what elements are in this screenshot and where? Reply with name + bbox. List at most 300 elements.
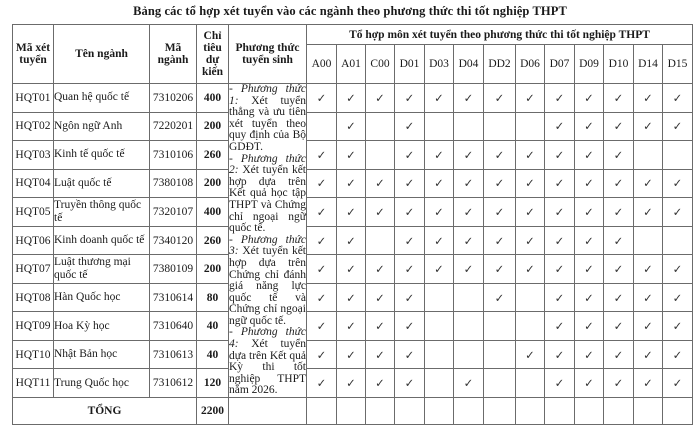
method-pt2-body: Xét tuyển kết hợp dựa trên Kết quả học tập THPT và Chứng chỉ ngoại ngữ quốc tế.: [229, 164, 306, 235]
checkmark-icon: ✓: [584, 206, 594, 219]
checkmark-icon: ✓: [434, 178, 444, 191]
check-cell-a01: [337, 340, 366, 369]
check-cell-dd2: [484, 226, 516, 255]
checkmark-icon: ✓: [404, 206, 415, 219]
quota: 200: [197, 255, 229, 284]
checkmark-icon: ✓: [463, 235, 474, 248]
major-name: Luật quốc tế: [54, 169, 150, 198]
checkmark-icon: ✓: [554, 292, 565, 305]
check-cell-dd2: [484, 198, 516, 227]
check-cell-d14: [634, 283, 663, 312]
checkmark-icon: ✓: [525, 349, 535, 362]
check-cell-d06: [516, 369, 545, 398]
checkmark-icon: ✓: [584, 292, 594, 305]
checkmark-icon: ✓: [672, 178, 683, 191]
checkmark-icon: ✓: [672, 206, 683, 219]
header-subject-d06: D06: [516, 45, 545, 84]
checkmark-icon: ✓: [404, 378, 415, 391]
check-cell-d01: [395, 226, 425, 255]
check-cell-d06: [516, 112, 545, 141]
checkmark-icon: ✓: [346, 264, 356, 277]
checkmark-icon: ✓: [613, 264, 624, 277]
empty-cell: [337, 398, 366, 425]
check-cell-d15: [663, 112, 693, 141]
checkmark-icon: ✓: [672, 321, 683, 334]
empty-cell: [395, 398, 425, 425]
check-cell-a00: [307, 141, 337, 170]
header-subject-d10: D10: [604, 45, 634, 84]
check-cell-d01: [395, 198, 425, 227]
checkmark-icon: ✓: [643, 378, 653, 391]
checkmark-icon: ✓: [525, 92, 535, 105]
checkmark-icon: ✓: [346, 292, 356, 305]
admission-code: HQT10: [13, 340, 54, 369]
check-cell-d14: [634, 255, 663, 284]
quota: 80: [197, 283, 229, 312]
check-cell-d09: [575, 226, 604, 255]
checkmark-icon: ✓: [613, 149, 624, 162]
check-cell-a00: [307, 198, 337, 227]
check-cell-a00: [307, 312, 337, 341]
check-cell-d03: [425, 255, 454, 284]
checkmark-icon: ✓: [643, 92, 653, 105]
check-cell-d01: [395, 255, 425, 284]
check-cell-d07: [545, 112, 575, 141]
check-cell-d15: [663, 169, 693, 198]
check-cell-a01: [337, 141, 366, 170]
check-cell-d01: [395, 169, 425, 198]
major-name: Hoa Kỳ học: [54, 312, 150, 341]
check-cell-d10: [604, 369, 634, 398]
table-row: [13, 340, 693, 369]
check-cell-d07: [545, 169, 575, 198]
check-cell-d10: [604, 141, 634, 170]
admission-code: HQT03: [13, 141, 54, 170]
empty-cell: [425, 398, 454, 425]
check-cell-d14: [634, 141, 663, 170]
method-pt3-label: - Phương thức 3:: [229, 233, 306, 258]
check-cell-dd2: [484, 169, 516, 198]
quota: 260: [197, 226, 229, 255]
checkmark-icon: ✓: [346, 321, 356, 334]
checkmark-icon: ✓: [525, 149, 535, 162]
checkmark-icon: ✓: [316, 292, 327, 305]
checkmark-icon: ✓: [434, 149, 444, 162]
empty-cell: [663, 398, 693, 425]
checkmark-icon: ✓: [375, 292, 385, 305]
checkmark-icon: ✓: [584, 349, 594, 362]
check-cell-a00: [307, 84, 337, 113]
checkmark-icon: ✓: [316, 349, 327, 362]
check-cell-d07: [545, 340, 575, 369]
check-cell-d04: [454, 112, 484, 141]
major-name: Hàn Quốc học: [54, 283, 150, 312]
checkmark-icon: ✓: [494, 178, 505, 191]
admission-methods: [229, 84, 307, 398]
check-cell-d10: [604, 84, 634, 113]
check-cell-d06: [516, 226, 545, 255]
checkmark-icon: ✓: [672, 378, 683, 391]
total-label: TỔNG: [13, 398, 197, 425]
table-row: [13, 112, 693, 141]
checkmark-icon: ✓: [584, 121, 594, 134]
check-cell-d09: [575, 84, 604, 113]
major-name: Trung Quốc học: [54, 369, 150, 398]
check-cell-c00: [366, 84, 395, 113]
checkmark-icon: ✓: [463, 378, 474, 391]
check-cell-d15: [663, 340, 693, 369]
checkmark-icon: ✓: [554, 264, 565, 277]
check-cell-d15: [663, 141, 693, 170]
check-cell-d14: [634, 169, 663, 198]
checkmark-icon: ✓: [316, 178, 327, 191]
checkmark-icon: ✓: [494, 149, 505, 162]
check-cell-dd2: [484, 340, 516, 369]
check-cell-d10: [604, 312, 634, 341]
checkmark-icon: ✓: [346, 178, 356, 191]
check-cell-d06: [516, 312, 545, 341]
empty-cell: [454, 398, 484, 425]
checkmark-icon: ✓: [463, 149, 474, 162]
method-pt4-body: Xét tuyển dựa trên Kết quả Kỳ thi tốt nghiệp THPT năm 2026.: [229, 338, 306, 397]
check-cell-d03: [425, 112, 454, 141]
check-cell-c00: [366, 340, 395, 369]
checkmark-icon: ✓: [643, 321, 653, 334]
check-cell-d14: [634, 84, 663, 113]
check-cell-d07: [545, 312, 575, 341]
method-pt2-label: - Phương thức 2:: [229, 152, 306, 177]
check-cell-d03: [425, 84, 454, 113]
major-code: 7380109: [150, 255, 197, 284]
admission-code: HQT07: [13, 255, 54, 284]
checkmark-icon: ✓: [554, 235, 565, 248]
checkmark-icon: ✓: [613, 349, 624, 362]
checkmark-icon: ✓: [375, 264, 385, 277]
empty-cell: [366, 398, 395, 425]
check-cell-d15: [663, 369, 693, 398]
check-cell-a01: [337, 312, 366, 341]
check-cell-d09: [575, 169, 604, 198]
total-row: [13, 398, 693, 425]
checkmark-icon: ✓: [375, 178, 385, 191]
check-cell-a01: [337, 226, 366, 255]
checkmark-icon: ✓: [554, 321, 565, 334]
header-subject-dd2: DD2: [484, 45, 516, 84]
admission-code: HQT11: [13, 369, 54, 398]
check-cell-d04: [454, 369, 484, 398]
check-cell-d10: [604, 198, 634, 227]
check-cell-d04: [454, 283, 484, 312]
header-subject-d04: D04: [454, 45, 484, 84]
check-cell-d06: [516, 340, 545, 369]
empty-cell: [307, 398, 337, 425]
major-code: 7310106: [150, 141, 197, 170]
checkmark-icon: ✓: [643, 264, 653, 277]
table-row: [13, 255, 693, 284]
quota: 40: [197, 312, 229, 341]
check-cell-d01: [395, 112, 425, 141]
check-cell-d10: [604, 255, 634, 284]
check-cell-d06: [516, 84, 545, 113]
check-cell-d04: [454, 340, 484, 369]
check-cell-d09: [575, 141, 604, 170]
check-cell-d06: [516, 198, 545, 227]
checkmark-icon: ✓: [554, 378, 565, 391]
total-value: 2200: [197, 398, 229, 425]
check-cell-dd2: [484, 369, 516, 398]
table-row: [13, 283, 693, 312]
major-name: Quan hệ quốc tế: [54, 84, 150, 113]
quota: 120: [197, 369, 229, 398]
check-cell-a01: [337, 84, 366, 113]
check-cell-d10: [604, 169, 634, 198]
check-cell-d15: [663, 255, 693, 284]
checkmark-icon: ✓: [346, 92, 356, 105]
check-cell-d04: [454, 169, 484, 198]
empty-cell: [604, 398, 634, 425]
header-phuong-thuc: Phương thức tuyển sinh: [229, 25, 307, 84]
major-name: Kinh doanh quốc tế: [54, 226, 150, 255]
check-cell-d10: [604, 112, 634, 141]
check-cell-d01: [395, 340, 425, 369]
major-code: 7320107: [150, 198, 197, 227]
checkmark-icon: ✓: [525, 235, 535, 248]
empty-cell: [516, 398, 545, 425]
check-cell-d14: [634, 369, 663, 398]
check-cell-d14: [634, 112, 663, 141]
checkmark-icon: ✓: [316, 206, 327, 219]
checkmark-icon: ✓: [434, 92, 444, 105]
checkmark-icon: ✓: [404, 321, 415, 334]
quota: 40: [197, 340, 229, 369]
checkmark-icon: ✓: [525, 206, 535, 219]
header-subject-c00: C00: [366, 45, 395, 84]
checkmark-icon: ✓: [584, 264, 594, 277]
check-cell-a00: [307, 369, 337, 398]
admission-code: HQT06: [13, 226, 54, 255]
checkmark-icon: ✓: [643, 121, 653, 134]
checkmark-icon: ✓: [613, 321, 624, 334]
checkmark-icon: ✓: [375, 92, 385, 105]
header-subject-d03: D03: [425, 45, 454, 84]
check-cell-a00: [307, 283, 337, 312]
checkmark-icon: ✓: [494, 92, 505, 105]
empty-cell: [545, 398, 575, 425]
check-cell-d04: [454, 312, 484, 341]
check-cell-d09: [575, 283, 604, 312]
major-code: 7220201: [150, 112, 197, 141]
major-code: 7340120: [150, 226, 197, 255]
admission-code: HQT01: [13, 84, 54, 113]
checkmark-icon: ✓: [494, 264, 505, 277]
check-cell-dd2: [484, 283, 516, 312]
major-code: 7380108: [150, 169, 197, 198]
table-row: [13, 369, 693, 398]
check-cell-d07: [545, 283, 575, 312]
check-cell-a01: [337, 255, 366, 284]
check-cell-d04: [454, 255, 484, 284]
check-cell-d01: [395, 369, 425, 398]
check-cell-d03: [425, 340, 454, 369]
check-cell-d03: [425, 226, 454, 255]
check-cell-d15: [663, 226, 693, 255]
check-cell-d07: [545, 226, 575, 255]
checkmark-icon: ✓: [494, 235, 505, 248]
admission-table: [12, 24, 693, 425]
checkmark-icon: ✓: [672, 349, 683, 362]
check-cell-d07: [545, 141, 575, 170]
checkmark-icon: ✓: [463, 92, 474, 105]
major-code: 7310612: [150, 369, 197, 398]
check-cell-dd2: [484, 84, 516, 113]
checkmark-icon: ✓: [584, 178, 594, 191]
checkmark-icon: ✓: [584, 149, 594, 162]
checkmark-icon: ✓: [613, 206, 624, 219]
check-cell-a00: [307, 340, 337, 369]
check-cell-c00: [366, 312, 395, 341]
check-cell-d04: [454, 226, 484, 255]
checkmark-icon: ✓: [463, 178, 474, 191]
checkmark-icon: ✓: [434, 235, 444, 248]
checkmark-icon: ✓: [554, 178, 565, 191]
checkmark-icon: ✓: [672, 92, 683, 105]
check-cell-d07: [545, 84, 575, 113]
header-ma-xet-tuyen: Mã xét tuyển: [13, 25, 54, 84]
quota: 260: [197, 141, 229, 170]
table-row: [13, 198, 693, 227]
checkmark-icon: ✓: [316, 235, 327, 248]
check-cell-d01: [395, 84, 425, 113]
check-cell-dd2: [484, 255, 516, 284]
checkmark-icon: ✓: [346, 206, 356, 219]
header-subject-d07: D07: [545, 45, 575, 84]
check-cell-d04: [454, 84, 484, 113]
checkmark-icon: ✓: [316, 92, 327, 105]
table-row: [13, 226, 693, 255]
checkmark-icon: ✓: [375, 321, 385, 334]
checkmark-icon: ✓: [525, 264, 535, 277]
checkmark-icon: ✓: [643, 178, 653, 191]
header-chi-tieu: Chỉ tiêu dự kiến: [197, 25, 229, 84]
header-ma-nganh: Mã ngành: [150, 25, 197, 84]
check-cell-d06: [516, 169, 545, 198]
checkmark-icon: ✓: [672, 121, 683, 134]
check-cell-d14: [634, 226, 663, 255]
major-name: Ngôn ngữ Anh: [54, 112, 150, 141]
checkmark-icon: ✓: [404, 292, 415, 305]
checkmark-icon: ✓: [346, 121, 356, 134]
check-cell-a00: [307, 226, 337, 255]
check-cell-d01: [395, 312, 425, 341]
checkmark-icon: ✓: [554, 149, 565, 162]
header-subject-d01: D01: [395, 45, 425, 84]
check-cell-d01: [395, 283, 425, 312]
method-pt4-label: - Phương thức 4:: [229, 326, 306, 351]
empty-cell: [484, 398, 516, 425]
checkmark-icon: ✓: [463, 206, 474, 219]
check-cell-d15: [663, 84, 693, 113]
check-cell-d15: [663, 312, 693, 341]
check-cell-dd2: [484, 112, 516, 141]
checkmark-icon: ✓: [554, 92, 565, 105]
check-cell-d09: [575, 312, 604, 341]
empty-cell: [229, 398, 307, 425]
method-pt1-label: - Phương thức 1:: [229, 83, 306, 107]
header-subject-a01: A01: [337, 45, 366, 84]
check-cell-c00: [366, 255, 395, 284]
check-cell-d15: [663, 198, 693, 227]
checkmark-icon: ✓: [584, 92, 594, 105]
checkmark-icon: ✓: [375, 206, 385, 219]
checkmark-icon: ✓: [613, 121, 624, 134]
checkmark-icon: ✓: [404, 235, 415, 248]
major-code: 7310613: [150, 340, 197, 369]
checkmark-icon: ✓: [584, 235, 594, 248]
table-row: [13, 169, 693, 198]
checkmark-icon: ✓: [434, 206, 444, 219]
check-cell-d10: [604, 283, 634, 312]
check-cell-dd2: [484, 141, 516, 170]
table-row: [13, 312, 693, 341]
checkmark-icon: ✓: [643, 349, 653, 362]
check-cell-d06: [516, 255, 545, 284]
checkmark-icon: ✓: [434, 264, 444, 277]
checkmark-icon: ✓: [316, 321, 327, 334]
admission-code: HQT09: [13, 312, 54, 341]
check-cell-d03: [425, 283, 454, 312]
checkmark-icon: ✓: [584, 378, 594, 391]
major-name: Luật thương mại quốc tế: [54, 255, 150, 284]
check-cell-c00: [366, 169, 395, 198]
check-cell-d06: [516, 141, 545, 170]
checkmark-icon: ✓: [643, 292, 653, 305]
checkmark-icon: ✓: [554, 121, 565, 134]
empty-cell: [575, 398, 604, 425]
check-cell-a00: [307, 169, 337, 198]
admission-code: HQT08: [13, 283, 54, 312]
checkmark-icon: ✓: [643, 206, 653, 219]
checkmark-icon: ✓: [404, 121, 415, 134]
check-cell-a01: [337, 283, 366, 312]
checkmark-icon: ✓: [316, 378, 327, 391]
quota: 400: [197, 84, 229, 113]
table-row: [13, 141, 693, 170]
table-title: Bảng các tổ hợp xét tuyển vào các ngành theo phương thức thi tốt nghiệp THPT: [133, 4, 567, 18]
check-cell-a01: [337, 369, 366, 398]
checkmark-icon: ✓: [346, 378, 356, 391]
check-cell-c00: [366, 198, 395, 227]
checkmark-icon: ✓: [346, 235, 356, 248]
checkmark-icon: ✓: [613, 292, 624, 305]
check-cell-d14: [634, 312, 663, 341]
check-cell-d09: [575, 369, 604, 398]
checkmark-icon: ✓: [613, 92, 624, 105]
check-cell-d03: [425, 198, 454, 227]
table-row: [13, 84, 693, 113]
check-cell-d14: [634, 340, 663, 369]
check-cell-d03: [425, 369, 454, 398]
header-ten-nganh: Tên ngành: [54, 25, 150, 84]
check-cell-d07: [545, 198, 575, 227]
checkmark-icon: ✓: [375, 378, 385, 391]
checkmark-icon: ✓: [463, 264, 474, 277]
method-pt3-body: Xét tuyển kết hợp dựa trên Chứng chỉ đánh giá năng lực quốc tế và Chứng chỉ ngoại ngữ quốc tế.: [229, 245, 306, 327]
check-cell-d15: [663, 283, 693, 312]
check-cell-c00: [366, 112, 395, 141]
checkmark-icon: ✓: [346, 149, 356, 162]
checkmark-icon: ✓: [584, 321, 594, 334]
checkmark-icon: ✓: [613, 178, 624, 191]
